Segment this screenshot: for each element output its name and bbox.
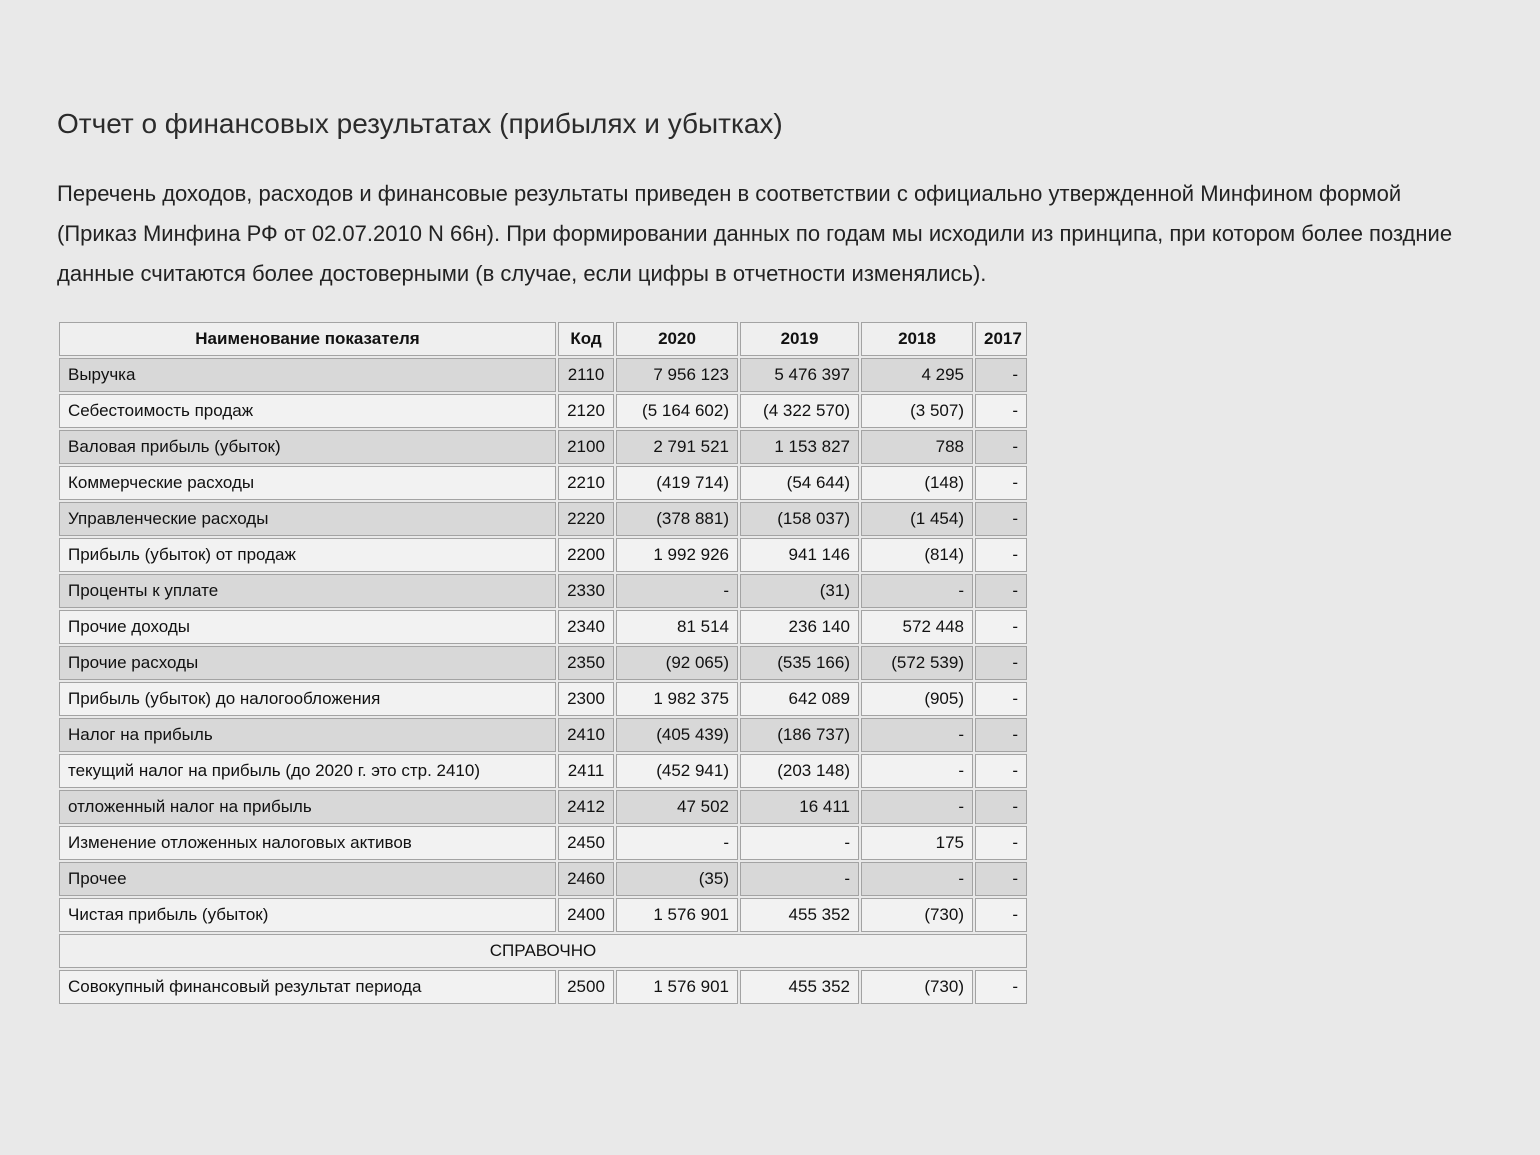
footer-row xyxy=(59,970,1027,1004)
code-cell: 2100 xyxy=(558,430,614,464)
value-2019-cell: (54 644) xyxy=(740,466,859,500)
indicator-name-cell: Налог на прибыль xyxy=(59,718,556,752)
indicator-name-cell: Изменение отложенных налоговых активов xyxy=(59,826,556,860)
value-2020-cell: 1 576 901 xyxy=(616,970,738,1004)
code-cell: 2400 xyxy=(558,898,614,932)
table-row xyxy=(59,718,1027,752)
value-2018-cell: (148) xyxy=(861,466,973,500)
value-2019-cell: (158 037) xyxy=(740,502,859,536)
value-2019-cell: 236 140 xyxy=(740,610,859,644)
value-2018-cell: (730) xyxy=(861,970,973,1004)
value-2020-cell: - xyxy=(616,826,738,860)
value-2017-cell: - xyxy=(975,970,1027,1004)
value-2017-cell: - xyxy=(975,862,1027,896)
table-row xyxy=(59,430,1027,464)
table-row xyxy=(59,646,1027,680)
value-2019-cell: (4 322 570) xyxy=(740,394,859,428)
value-2019-cell: 1 153 827 xyxy=(740,430,859,464)
value-2018-cell: 788 xyxy=(861,430,973,464)
column-header-code: Код xyxy=(558,322,614,356)
indicator-name-cell: Совокупный финансовый результат периода xyxy=(59,970,556,1004)
value-2017-cell: - xyxy=(975,718,1027,752)
column-header-2017: 2017 xyxy=(975,322,1027,356)
value-2017-cell: - xyxy=(975,358,1027,392)
table-row xyxy=(59,826,1027,860)
value-2017-cell: - xyxy=(975,430,1027,464)
value-2020-cell: (35) xyxy=(616,862,738,896)
value-2020-cell: 1 992 926 xyxy=(616,538,738,572)
value-2019-cell: 642 089 xyxy=(740,682,859,716)
value-2020-cell: (419 714) xyxy=(616,466,738,500)
value-2017-cell: - xyxy=(975,646,1027,680)
code-cell: 2220 xyxy=(558,502,614,536)
code-cell: 2300 xyxy=(558,682,614,716)
value-2020-cell: - xyxy=(616,574,738,608)
indicator-name-cell: Себестоимость продаж xyxy=(59,394,556,428)
value-2020-cell: 7 956 123 xyxy=(616,358,738,392)
table-row xyxy=(59,898,1027,932)
value-2018-cell: (572 539) xyxy=(861,646,973,680)
table-footer-section xyxy=(59,934,1027,1004)
value-2020-cell: (92 065) xyxy=(616,646,738,680)
indicator-name-cell: Проценты к уплате xyxy=(59,574,556,608)
code-cell: 2460 xyxy=(558,862,614,896)
value-2017-cell: - xyxy=(975,610,1027,644)
value-2019-cell: - xyxy=(740,862,859,896)
column-header-2018: 2018 xyxy=(861,322,973,356)
table-header-row xyxy=(59,322,1027,356)
value-2020-cell: (5 164 602) xyxy=(616,394,738,428)
value-2018-cell: (730) xyxy=(861,898,973,932)
value-2019-cell: (186 737) xyxy=(740,718,859,752)
value-2017-cell: - xyxy=(975,790,1027,824)
indicator-name-cell: Прочие доходы xyxy=(59,610,556,644)
table-row xyxy=(59,790,1027,824)
value-2018-cell: - xyxy=(861,574,973,608)
code-cell: 2120 xyxy=(558,394,614,428)
code-cell: 2350 xyxy=(558,646,614,680)
indicator-name-cell: текущий налог на прибыль (до 2020 г. это стр. 2410) xyxy=(59,754,556,788)
table-row xyxy=(59,862,1027,896)
value-2017-cell: - xyxy=(975,898,1027,932)
value-2018-cell: (3 507) xyxy=(861,394,973,428)
code-cell: 2411 xyxy=(558,754,614,788)
code-cell: 2410 xyxy=(558,718,614,752)
value-2020-cell: (452 941) xyxy=(616,754,738,788)
table-row xyxy=(59,466,1027,500)
value-2020-cell: (405 439) xyxy=(616,718,738,752)
indicator-name-cell: Чистая прибыль (убыток) xyxy=(59,898,556,932)
value-2018-cell: 175 xyxy=(861,826,973,860)
value-2017-cell: - xyxy=(975,538,1027,572)
code-cell: 2110 xyxy=(558,358,614,392)
page-title: Отчет о финансовых результатах (прибылях и убытках) xyxy=(57,108,783,139)
section-header-row xyxy=(59,934,1027,968)
value-2019-cell: 941 146 xyxy=(740,538,859,572)
code-cell: 2330 xyxy=(558,574,614,608)
value-2020-cell: 81 514 xyxy=(616,610,738,644)
value-2020-cell: 47 502 xyxy=(616,790,738,824)
intro-paragraph: Перечень доходов, расходов и финансовые результаты приведен в соответствии с официально утвержденной Минфином формой (Приказ Минфина РФ от 02.07.2010 N 66н). При формировании данных по годам мы исходили из принципа, при котором более поздние данные считаются более достоверными (в случае, если цифры в отчетности изменялись). xyxy=(57,181,1453,286)
indicator-name-cell: отложенный налог на прибыль xyxy=(59,790,556,824)
table-row xyxy=(59,358,1027,392)
value-2019-cell: 455 352 xyxy=(740,898,859,932)
code-cell: 2210 xyxy=(558,466,614,500)
value-2020-cell: 1 576 901 xyxy=(616,898,738,932)
value-2018-cell: - xyxy=(861,718,973,752)
value-2018-cell: - xyxy=(861,754,973,788)
value-2017-cell: - xyxy=(975,574,1027,608)
column-header-indicator: Наименование показателя xyxy=(59,322,556,356)
indicator-name-cell: Прибыль (убыток) от продаж xyxy=(59,538,556,572)
value-2019-cell: (535 166) xyxy=(740,646,859,680)
table-row xyxy=(59,394,1027,428)
table-row xyxy=(59,502,1027,536)
indicator-name-cell: Валовая прибыль (убыток) xyxy=(59,430,556,464)
value-2020-cell: 2 791 521 xyxy=(616,430,738,464)
value-2019-cell: (31) xyxy=(740,574,859,608)
value-2018-cell: 572 448 xyxy=(861,610,973,644)
value-2017-cell: - xyxy=(975,502,1027,536)
value-2017-cell: - xyxy=(975,826,1027,860)
value-2018-cell: (1 454) xyxy=(861,502,973,536)
value-2019-cell: 5 476 397 xyxy=(740,358,859,392)
value-2018-cell: 4 295 xyxy=(861,358,973,392)
value-2018-cell: (814) xyxy=(861,538,973,572)
column-header-2019: 2019 xyxy=(740,322,859,356)
indicator-name-cell: Прибыль (убыток) до налогообложения xyxy=(59,682,556,716)
value-2018-cell: (905) xyxy=(861,682,973,716)
value-2017-cell: - xyxy=(975,394,1027,428)
table-row xyxy=(59,610,1027,644)
indicator-name-cell: Прочие расходы xyxy=(59,646,556,680)
code-cell: 2412 xyxy=(558,790,614,824)
value-2018-cell: - xyxy=(861,790,973,824)
table-body xyxy=(59,358,1027,932)
code-cell: 2500 xyxy=(558,970,614,1004)
table-row xyxy=(59,538,1027,572)
column-header-2020: 2020 xyxy=(616,322,738,356)
value-2019-cell: (203 148) xyxy=(740,754,859,788)
table-row xyxy=(59,682,1027,716)
value-2020-cell: (378 881) xyxy=(616,502,738,536)
indicator-name-cell: Коммерческие расходы xyxy=(59,466,556,500)
value-2017-cell: - xyxy=(975,754,1027,788)
code-cell: 2200 xyxy=(558,538,614,572)
indicator-name-cell: Прочее xyxy=(59,862,556,896)
value-2019-cell: 455 352 xyxy=(740,970,859,1004)
financial-results-table xyxy=(57,320,1029,1006)
table-row xyxy=(59,754,1027,788)
table-row xyxy=(59,574,1027,608)
value-2017-cell: - xyxy=(975,466,1027,500)
code-cell: 2340 xyxy=(558,610,614,644)
indicator-name-cell: Управленческие расходы xyxy=(59,502,556,536)
code-cell: 2450 xyxy=(558,826,614,860)
section-label: СПРАВОЧНО xyxy=(59,934,1027,968)
value-2019-cell: - xyxy=(740,826,859,860)
value-2020-cell: 1 982 375 xyxy=(616,682,738,716)
value-2018-cell: - xyxy=(861,862,973,896)
value-2017-cell: - xyxy=(975,682,1027,716)
value-2019-cell: 16 411 xyxy=(740,790,859,824)
indicator-name-cell: Выручка xyxy=(59,358,556,392)
